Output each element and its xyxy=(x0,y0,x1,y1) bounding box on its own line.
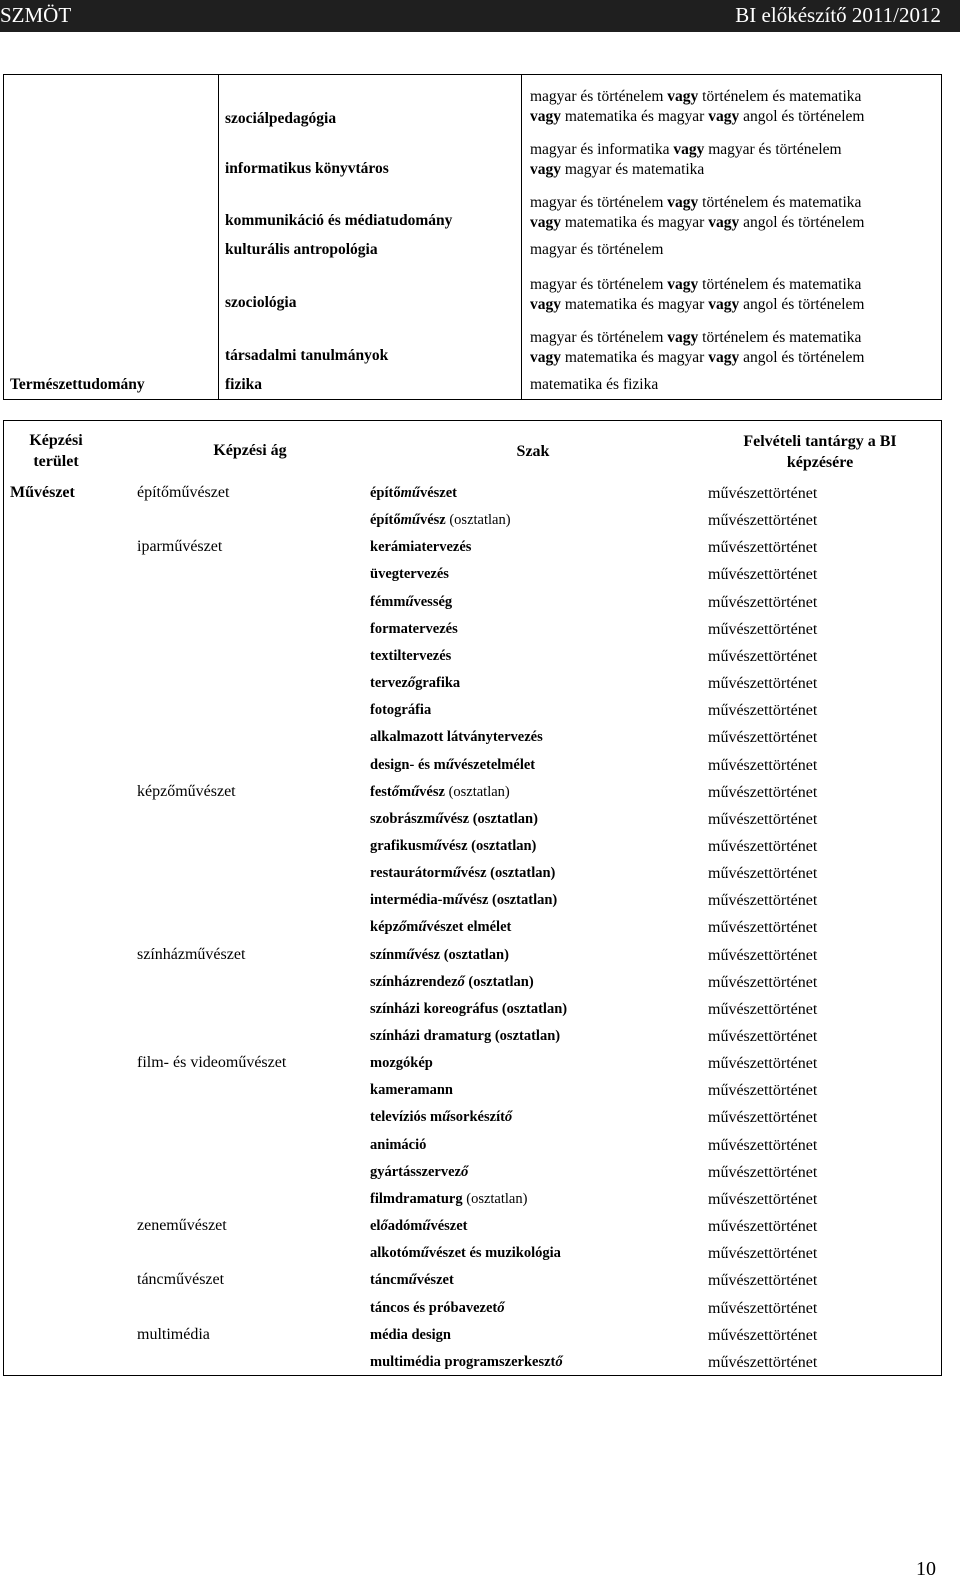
kepzesi-ag: táncművészet xyxy=(137,1271,225,1289)
felveteli-targy: művészettörténet xyxy=(708,620,818,638)
top-targy-line: vagy matematika és magyar vagy angol és történelem xyxy=(530,349,865,366)
header-title: SZMÖT xyxy=(0,3,72,27)
felveteli-targy: művészettörténet xyxy=(708,837,818,855)
felveteli-targy: művészettörténet xyxy=(708,729,818,747)
szak-item: építőművész (osztatlan) xyxy=(370,512,511,529)
szak-item: táncos és próbavezető xyxy=(370,1299,505,1316)
felveteli-targy: művészettörténet xyxy=(708,1163,818,1181)
szak-item: restaurátorművész (osztatlan) xyxy=(370,865,556,882)
szak-item: tervezőgrafika xyxy=(370,675,461,692)
top-szak: fizika xyxy=(225,376,263,393)
szak-item: kerámiatervezés xyxy=(370,539,472,556)
szak-item: multimédia programszerkesztő xyxy=(370,1353,563,1370)
kepzesi-ag: iparművészet xyxy=(137,538,223,556)
felveteli-targy: művészettörténet xyxy=(708,1245,818,1263)
page-header xyxy=(0,0,960,32)
szak-item: mozgókép xyxy=(370,1055,433,1072)
szak-item: építőművészet xyxy=(370,485,457,501)
felveteli-targy: művészettörténet xyxy=(708,1000,818,1018)
kepzesi-ag: képzőművészet xyxy=(137,782,236,800)
header-terulet: Képzési terület xyxy=(29,432,83,470)
szak-item: kameramann xyxy=(370,1082,453,1099)
felveteli-targy: művészettörténet xyxy=(708,946,818,964)
felveteli-targy: művészettörténet xyxy=(708,1028,818,1045)
szak-item: színházi koreográfus (osztatlan) xyxy=(370,1000,568,1017)
top-szak: szociológia xyxy=(225,294,297,311)
page-number: 10 xyxy=(916,1558,936,1580)
szak-item: képzőművészet elmélet xyxy=(370,919,512,936)
top-targy-line: magyar és informatika vagy magyar és történelem xyxy=(530,141,842,158)
felveteli-targy: művészettörténet xyxy=(708,593,818,611)
szak-item: formatervezés xyxy=(370,620,458,637)
felveteli-targy: művészettörténet xyxy=(708,1326,818,1344)
felveteli-targy: művészettörténet xyxy=(708,865,818,883)
header-szak: Szak xyxy=(516,443,550,460)
szak-item: design- és művészetelmélet xyxy=(370,756,536,773)
top-targy-line: matematika és fizika xyxy=(530,376,659,393)
top-targy-line: magyar és történelem vagy történelem és matematika xyxy=(530,329,862,346)
kepzesi-ag: zeneművészet xyxy=(137,1217,227,1235)
szak-item: színházrendező (osztatlan) xyxy=(370,973,534,990)
felveteli-targy: művészettörténet xyxy=(708,1218,818,1236)
felveteli-targy: művészettörténet xyxy=(708,539,818,557)
szak-item: előadóművészet xyxy=(370,1218,468,1235)
szak-item: színházi dramaturg (osztatlan) xyxy=(370,1028,561,1044)
szak-item: táncművészet xyxy=(370,1272,454,1289)
kepzesi-ag: színházművészet xyxy=(137,945,246,963)
szak-item: grafikusművész (osztatlan) xyxy=(370,837,537,854)
szak-item: alkotóművészet és muzikológia xyxy=(370,1245,561,1262)
felveteli-targy: művészettörténet xyxy=(708,647,818,665)
felveteli-targy: művészettörténet xyxy=(708,919,818,937)
top-szak: informatikus könyvtáros xyxy=(225,160,389,177)
felveteli-targy: művészettörténet xyxy=(708,756,818,774)
header-ag: Képzési ág xyxy=(213,442,287,459)
szak-item: intermédia-művész (osztatlan) xyxy=(370,892,558,909)
kepzesi-ag: multimédia xyxy=(137,1325,210,1343)
top-targy-line: vagy matematika és magyar vagy angol és történelem xyxy=(530,296,865,313)
top-targy-line: vagy matematika és magyar vagy angol és történelem xyxy=(530,214,865,231)
szak-item: szobrászművész (osztatlan) xyxy=(370,810,538,827)
felveteli-targy: művészettörténet xyxy=(708,702,818,720)
felveteli-targy: művészettörténet xyxy=(708,512,818,530)
terulet-muveszet: Művészet xyxy=(10,484,75,501)
felveteli-targy: művészettörténet xyxy=(708,1299,818,1317)
felveteli-targy: művészettörténet xyxy=(708,1055,818,1073)
szak-item: üvegtervezés xyxy=(370,566,449,583)
felveteli-targy: művészettörténet xyxy=(708,892,818,910)
felveteli-targy: művészettörténet xyxy=(708,675,818,693)
felveteli-targy: művészettörténet xyxy=(708,1082,818,1100)
felveteli-targy: művészettörténet xyxy=(708,973,818,991)
kepzesi-ag: építőművészet xyxy=(137,484,230,501)
szak-item: alkalmazott látványtervezés xyxy=(370,729,543,746)
szak-item: televíziós műsorkészítő xyxy=(370,1109,513,1126)
felveteli-targy: művészettörténet xyxy=(708,1109,818,1127)
header-subtitle: BI előkészítő 2011/2012 xyxy=(735,3,941,27)
top-table-divider xyxy=(521,74,522,400)
top-szak: kulturális antropológia xyxy=(225,241,378,258)
top-targy-line: magyar és történelem vagy történelem és matematika xyxy=(530,88,862,105)
felveteli-targy: művészettörténet xyxy=(708,1190,818,1208)
felveteli-targy: művészettörténet xyxy=(708,485,818,502)
szak-item: festőművész (osztatlan) xyxy=(370,783,510,800)
szak-item: textiltervezés xyxy=(370,647,452,664)
szak-item: filmdramaturg (osztatlan) xyxy=(370,1190,528,1207)
top-szak: társadalmi tanulmányok xyxy=(225,347,389,364)
top-targy-line: vagy magyar és matematika xyxy=(530,161,705,178)
szak-item: gyártásszervező xyxy=(370,1163,469,1180)
felveteli-targy: művészettörténet xyxy=(708,566,818,584)
top-terulet: Természettudomány xyxy=(10,376,145,393)
felveteli-targy: művészettörténet xyxy=(708,1136,818,1154)
top-targy-line: magyar és történelem vagy történelem és matematika xyxy=(530,194,862,211)
kepzesi-ag: film- és videoművészet xyxy=(137,1054,287,1072)
top-szak: kommunikáció és médiatudomány xyxy=(225,212,453,229)
szak-item: fémművesség xyxy=(370,593,453,610)
szak-item: fotográfia xyxy=(370,702,432,719)
top-targy-line: vagy matematika és magyar vagy angol és történelem xyxy=(530,108,865,125)
szak-item: animáció xyxy=(370,1136,427,1153)
top-targy-line: magyar és történelem xyxy=(530,241,664,258)
felveteli-targy: művészettörténet xyxy=(708,783,818,801)
top-szak: szociálpedagógia xyxy=(225,110,337,127)
top-table-divider xyxy=(218,74,219,400)
szak-item: színművész (osztatlan) xyxy=(370,946,509,963)
felveteli-targy: művészettörténet xyxy=(708,1353,818,1371)
szak-item: média design xyxy=(370,1326,451,1343)
felveteli-targy: művészettörténet xyxy=(708,810,818,828)
top-targy-line: magyar és történelem vagy történelem és matematika xyxy=(530,276,862,293)
felveteli-targy: művészettörténet xyxy=(708,1272,818,1290)
header-targy: Felvételi tantárgy a BI képzésére xyxy=(743,433,897,471)
